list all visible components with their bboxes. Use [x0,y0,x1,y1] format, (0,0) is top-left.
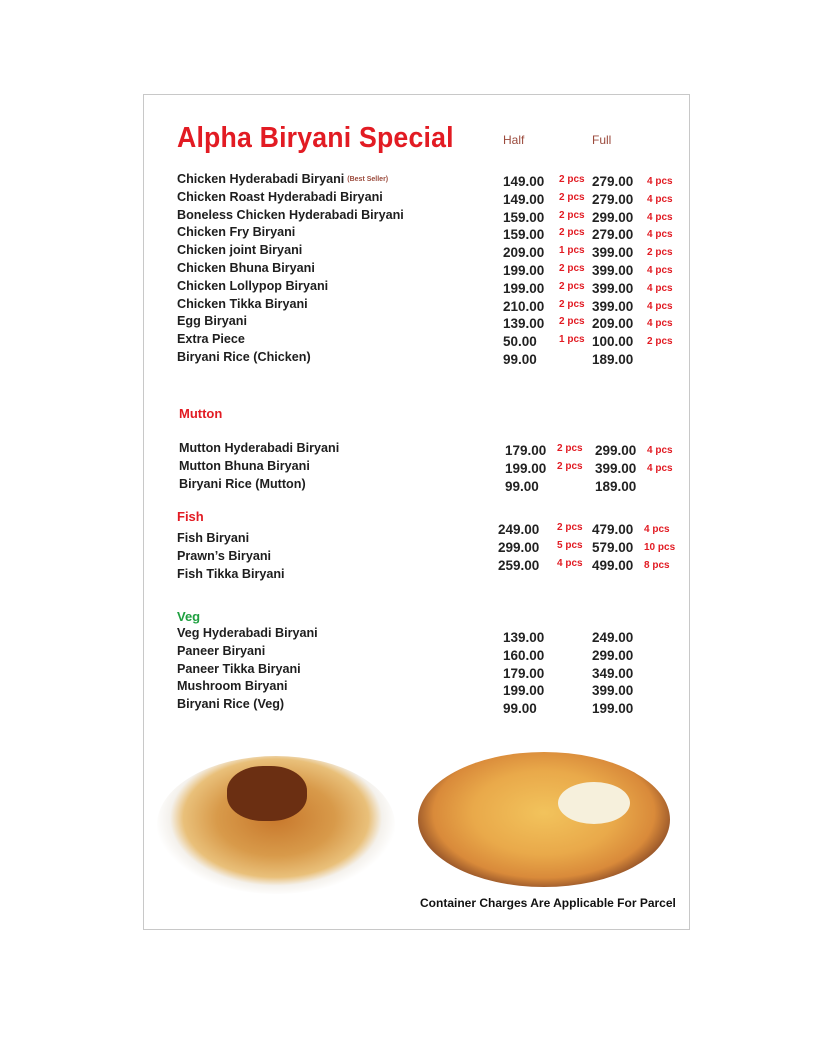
half-pieces: 2 pcs [559,227,585,239]
full-price: 199.00 [592,701,634,717]
half-pieces: 4 pcs [557,557,583,569]
half-price: 210.00 [503,298,545,314]
half-price: 299.00 [498,539,540,555]
full-pieces: 4 pcs [647,176,673,187]
full-price: 189.00 [595,478,637,494]
half-price: 179.00 [503,665,545,681]
full-price: 579.00 [592,539,634,555]
item-name: Chicken Tikka Biryani [177,296,308,311]
item-name: Chicken Fry Biryani [177,225,296,240]
half-price: 199.00 [503,280,545,296]
half-pieces: 2 pcs [559,209,585,221]
full-price: 249.00 [592,630,634,645]
full-pieces: 10 pcs [644,541,676,553]
half-price: 179.00 [505,443,547,458]
half-price: 99.00 [503,352,537,367]
section-heading-veg: Veg [177,609,201,624]
item-name: Extra Piece [177,332,245,347]
parcel-charges-note: Container Charges Are Applicable For Parcel [420,896,676,910]
full-price: 299.00 [592,647,634,663]
item-name: Chicken Bhuna Biryani [177,261,315,275]
item-name: Chicken Lollypop Biryani [177,278,329,293]
boiled-egg-shape [558,782,630,824]
chicken-leg-shape [227,766,307,821]
half-pieces: 2 pcs [557,443,583,454]
full-price: 279.00 [592,227,634,243]
section-heading-fish: Fish [177,509,204,524]
full-price: 279.00 [592,174,634,189]
menu-title: Alpha Biryani Special [177,122,454,154]
half-price: 199.00 [505,460,547,476]
full-price: 100.00 [592,334,634,350]
full-pieces: 2 pcs [647,336,673,348]
half-price: 199.00 [503,263,545,278]
full-price: 399.00 [592,263,634,278]
full-pieces: 4 pcs [647,282,673,294]
egg-biryani-image [418,752,670,887]
full-column-header: Full [592,133,612,147]
item-name: Mutton Hyderabadi Biryani [179,441,340,455]
half-price: 259.00 [498,557,540,573]
full-pieces: 8 pcs [644,559,670,571]
half-price: 199.00 [503,683,545,699]
full-price: 279.00 [592,191,634,207]
full-pieces: 4 pcs [647,445,673,456]
half-price: 139.00 [503,630,545,645]
item-name: Chicken joint Biryani [177,243,303,258]
full-price: 299.00 [592,209,634,225]
full-pieces: 4 pcs [647,229,673,241]
half-price: 149.00 [503,174,545,189]
item-name: Biryani Rice (Mutton) [179,476,306,491]
item-name [177,171,388,189]
half-pieces: 2 pcs [559,191,585,203]
item-name: Paneer Biryani [177,643,266,658]
item-name: Biryani Rice (Chicken) [177,350,311,364]
full-pieces: 4 pcs [647,462,673,474]
half-price: 160.00 [503,647,545,663]
half-price: 159.00 [503,209,545,225]
full-price: 349.00 [592,665,634,681]
item-name: Fish Tikka Biryani [177,566,285,581]
item-name: Paneer Tikka Biryani [177,661,301,676]
half-pieces: 2 pcs [559,174,585,185]
full-pieces: 4 pcs [647,193,673,205]
half-pieces: 2 pcs [559,280,585,292]
full-pieces: 4 pcs [647,211,673,223]
half-pieces: 2 pcs [557,460,583,472]
half-pieces: 1 pcs [559,334,585,346]
half-price: 99.00 [505,478,539,494]
full-pieces: 4 pcs [647,318,673,330]
full-pieces: 4 pcs [647,265,673,276]
item-name: Chicken Roast Hyderabadi Biryani [177,189,383,204]
item-name: Boneless Chicken Hyderabadi Biryani [177,207,404,222]
full-price: 399.00 [592,280,634,296]
item-name: Prawn’s Biryani [177,548,272,563]
half-price: 249.00 [498,522,540,537]
full-price: 499.00 [592,557,634,573]
item-name: Egg Biryani [177,314,247,329]
half-pieces: 2 pcs [559,316,585,328]
half-pieces: 2 pcs [557,522,583,533]
half-pieces: 2 pcs [559,263,585,274]
half-pieces: 5 pcs [557,539,583,551]
item-name-text: Chicken Hyderabadi Biryani [177,172,345,186]
half-price: 50.00 [503,334,537,350]
full-price: 209.00 [592,316,634,332]
item-name: Veg Hyderabadi Biryani [177,626,318,640]
half-price: 209.00 [503,245,545,261]
full-price: 399.00 [592,298,634,314]
item-name: Biryani Rice (Veg) [177,697,285,712]
full-pieces: 4 pcs [644,524,670,535]
item-name: Fish Biryani [177,531,250,545]
item-name: Mutton Bhuna Biryani [179,458,310,473]
half-pieces: 1 pcs [559,245,585,257]
full-pieces: 2 pcs [647,247,673,259]
full-price: 299.00 [595,443,637,458]
full-pieces: 4 pcs [647,300,673,312]
half-price: 139.00 [503,316,545,332]
full-price: 399.00 [592,245,634,261]
half-price: 99.00 [503,701,537,717]
full-price: 399.00 [595,460,637,476]
half-pieces: 2 pcs [559,298,585,310]
best-seller-badge: (Best Seller) [347,176,389,183]
full-price: 189.00 [592,352,634,367]
half-column-header: Half [503,133,525,147]
section-heading-mutton: Mutton [179,406,223,421]
chicken-biryani-image [157,756,395,894]
item-name: Mushroom Biryani [177,679,288,694]
half-price: 159.00 [503,227,545,243]
full-price: 479.00 [592,522,634,537]
full-price: 399.00 [592,683,634,699]
half-price: 149.00 [503,191,545,207]
